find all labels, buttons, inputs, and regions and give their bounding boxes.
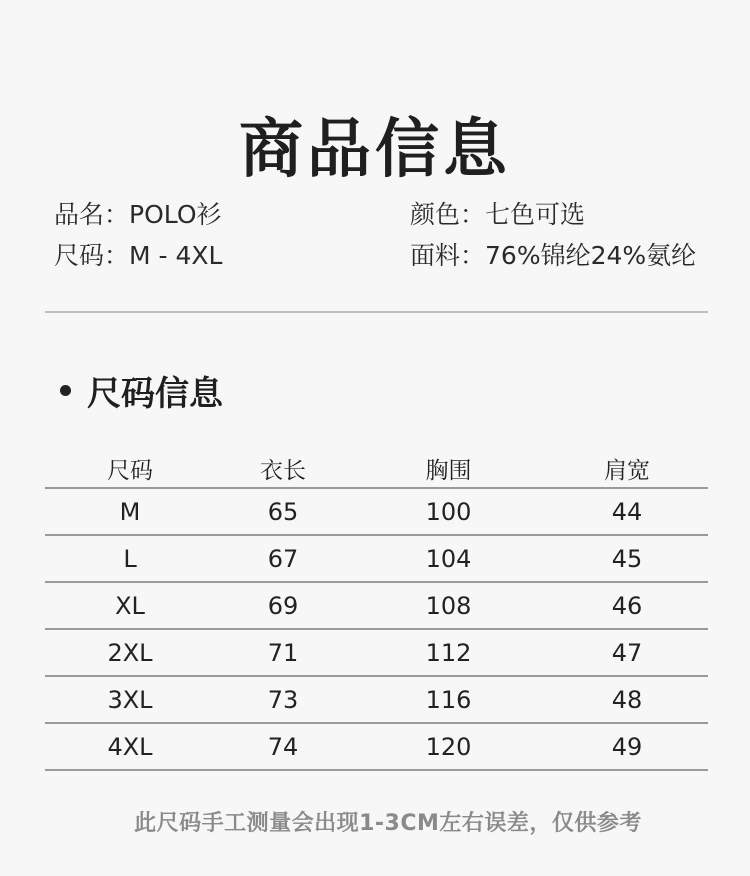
table-row	[45, 723, 708, 770]
cell-size: XL	[45, 582, 215, 629]
header-chest: 胸围	[351, 449, 546, 488]
size-table	[45, 449, 708, 771]
cell-shoulder: 46	[546, 582, 708, 629]
table-row	[45, 535, 708, 582]
cell-shoulder: 47	[546, 629, 708, 676]
divider	[45, 311, 708, 313]
table-row	[45, 488, 708, 535]
cell-length: 65	[215, 488, 351, 535]
product-info	[54, 195, 714, 285]
cell-length: 71	[215, 629, 351, 676]
info-name	[54, 195, 222, 231]
info-size	[54, 236, 222, 272]
cell-size: 3XL	[45, 676, 215, 723]
info-fabric	[410, 236, 696, 272]
cell-shoulder: 45	[546, 535, 708, 582]
cell-length: 73	[215, 676, 351, 723]
bullet-icon	[60, 385, 71, 396]
info-fabric-label: 面料	[410, 241, 461, 270]
info-fabric-value: 76%锦纶24%氨纶	[485, 241, 697, 270]
info-color-label: 颜色	[410, 200, 461, 229]
cell-length: 69	[215, 582, 351, 629]
cell-shoulder: 49	[546, 723, 708, 770]
info-separator: ：	[460, 200, 486, 229]
info-color-value: 七色可选	[485, 200, 586, 229]
header-size: 尺码	[45, 449, 215, 488]
cell-shoulder: 48	[546, 676, 708, 723]
cell-chest: 100	[351, 488, 546, 535]
info-separator: ：	[104, 200, 130, 229]
section-title-text: 尺码信息	[87, 374, 223, 414]
table-row	[45, 582, 708, 629]
info-size-value: M - 4XL	[129, 241, 223, 270]
info-size-label: 尺码	[54, 241, 105, 270]
cell-size: 4XL	[45, 723, 215, 770]
info-name-label: 品名	[54, 200, 105, 229]
footnote: 此尺码手工测量会出现1-3CM左右误差，仅供参考	[134, 811, 642, 836]
cell-chest: 112	[351, 629, 546, 676]
header-length: 衣长	[215, 449, 351, 488]
cell-chest: 108	[351, 582, 546, 629]
table-header-row	[45, 449, 708, 488]
info-separator: ：	[104, 241, 130, 270]
cell-length: 67	[215, 535, 351, 582]
table-row	[45, 676, 708, 723]
page-title: 商品信息	[239, 113, 511, 187]
info-separator: ：	[460, 241, 486, 270]
info-name-value: POLO衫	[129, 200, 222, 229]
cell-size: 2XL	[45, 629, 215, 676]
cell-chest: 104	[351, 535, 546, 582]
cell-shoulder: 44	[546, 488, 708, 535]
cell-chest: 116	[351, 676, 546, 723]
cell-size: M	[45, 488, 215, 535]
cell-chest: 120	[351, 723, 546, 770]
section-title	[60, 366, 223, 415]
cell-size: L	[45, 535, 215, 582]
cell-length: 74	[215, 723, 351, 770]
table-row	[45, 629, 708, 676]
header-shoulder: 肩宽	[546, 449, 708, 488]
info-color	[410, 195, 585, 231]
